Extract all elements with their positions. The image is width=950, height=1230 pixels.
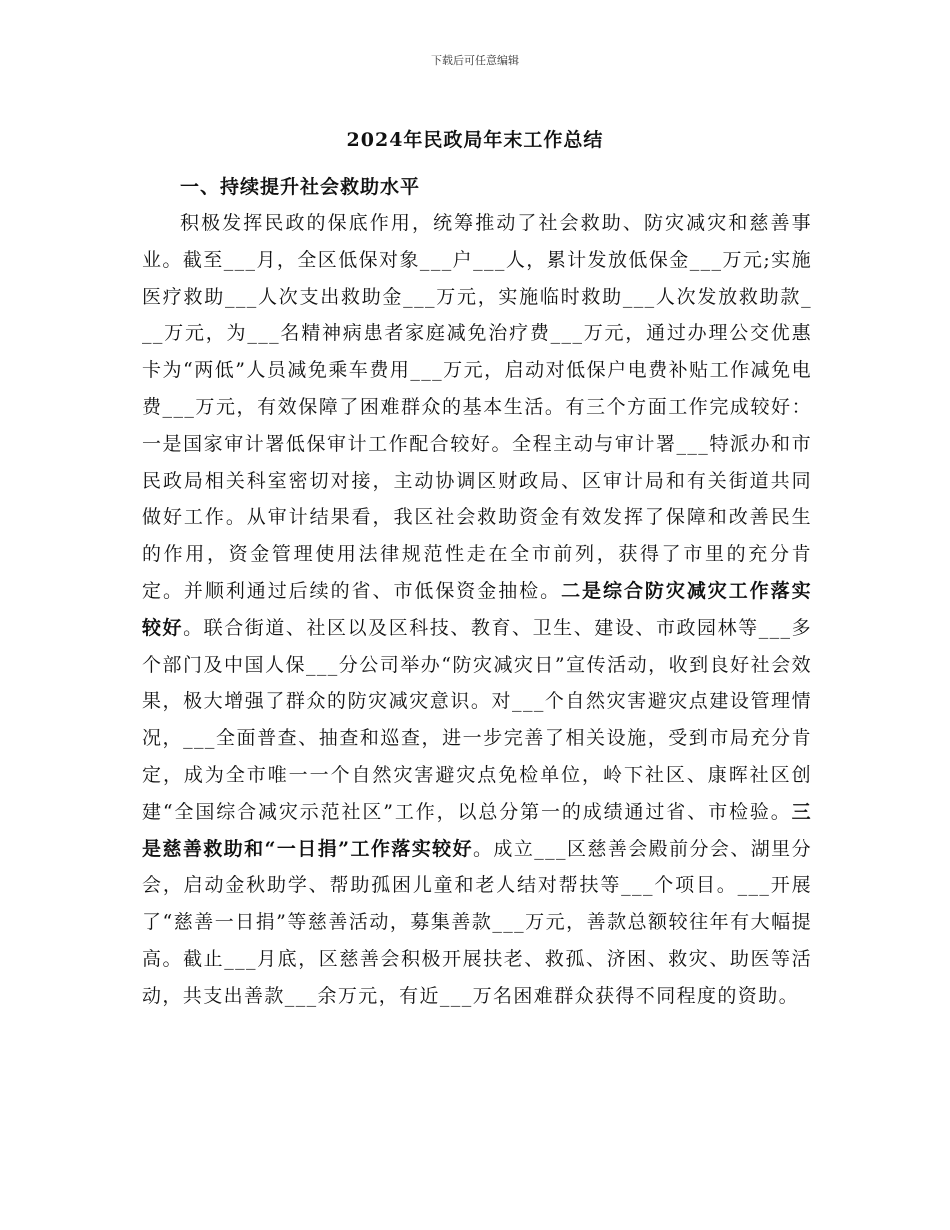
section-body: [142, 205, 812, 1015]
body-text-part-1: 积极发挥民政的保底作用，统筹推动了社会救助、防灾减灾和慈善事业。截至___月，全区低保对象___户___人，累计发放低保金___万元;实施医疗救助___人次支出救助金___万元，实施临时救助___人次发放救助款___万元，为___名精神病患者家庭减免治疗费___万元，通过办理公交优惠卡为“两低”人员减免乘车费用___万元，启动对低保户电费补贴工作减免电费___万元，有效保障了困难群众的基本生活。有三个方面工作完成较好：一是国家审计署低保审计工作配合较好。全程主动与审计署___特派办和市民政局相关科室密切对接，主动协调区财政局、区审计局和有关街道共同做好工作。从审计结果看，我区社会救助资金有效发挥了保障和改善民生的作用，资金管理使用法律规范性走在全市前列，获得了市里的充分肯定。并顺利通过后续的省、市低保资金抽检。: [142, 212, 812, 602]
body-text-part-2: 。联合街道、社区以及区科技、教育、卫生、建设、市政园林等___多个部门及中国人保___分公司举办“防灾减灾日”宣传活动，收到良好社会效果，极大增强了群众的防灾减灾意识。对___个自然灾害避灾点建设管理情况，___全面普查、抽查和巡查，进一步完善了相关设施，受到市局充分肯定，成为全市唯一一个自然灾害避灾点免检单位，岭下社区、康晖社区创建“全国综合减灾示范社区”工作，以总分第一的成绩通过省、市检验。: [142, 616, 812, 823]
section-heading: 一、持续提升社会救助水平: [180, 176, 421, 198]
bold-lead-3: 三是慈善救助和“一日捐”工作落实较好: [142, 800, 812, 860]
document-title: 2024年民政局年末工作总结: [346, 129, 604, 151]
bold-lead-2: 二是综合防灾减灾工作落实较好: [142, 579, 812, 639]
header-note: 下载后可任意编辑: [431, 54, 519, 67]
body-text-part-3: 。成立___区慈善会殿前分会、湖里分会，启动金秋助学、帮助孤困儿童和老人结对帮扶等___个项目。___开展了“慈善一日捐”等慈善活动，募集善款___万元，善款总额较往年有大幅提高。截止___月底，区慈善会积极开展扶老、救孤、济困、救灾、助医等活动，共支出善款___余万元，有近___万名困难群众获得不同程度的资助。: [142, 837, 812, 1007]
